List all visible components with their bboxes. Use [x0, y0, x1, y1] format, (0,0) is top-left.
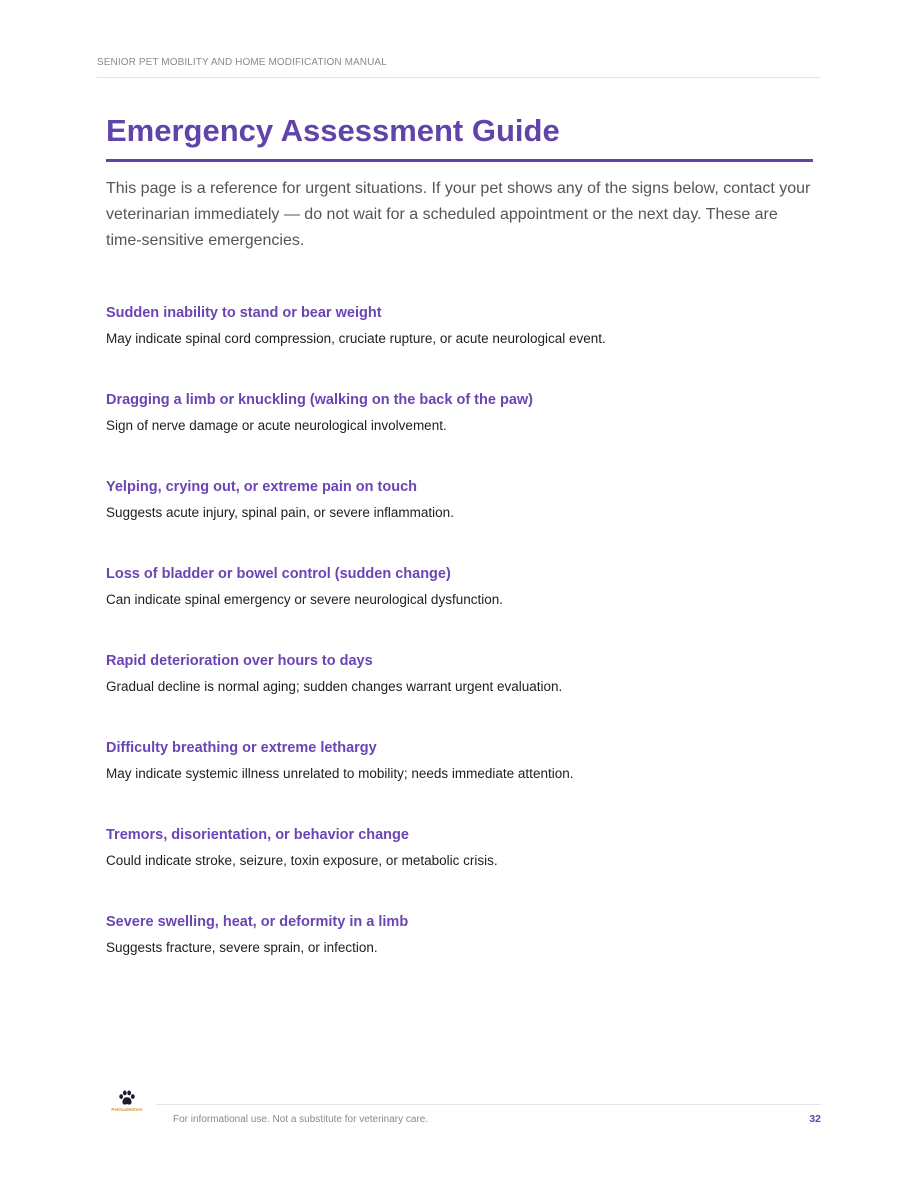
running-header: SENIOR PET MOBILITY AND HOME MODIFICATION MANUAL	[97, 57, 387, 68]
sign-title: Loss of bladder or bowel control (sudden change)	[106, 566, 451, 582]
sign-title: Difficulty breathing or extreme lethargy	[106, 740, 377, 756]
emergency-sign	[106, 738, 816, 825]
sign-description: Sign of nerve damage or acute neurological involvement.	[106, 418, 447, 433]
footer-logo	[108, 1090, 146, 1112]
sign-description: Can indicate spinal emergency or severe neurological dysfunction.	[106, 592, 503, 607]
emergency-signs-list	[106, 303, 816, 999]
emergency-sign	[106, 303, 816, 390]
page-number: 32	[809, 1113, 821, 1125]
emergency-sign	[106, 825, 816, 912]
sign-description: Could indicate stroke, seizure, toxin exposure, or metabolic crisis.	[106, 853, 498, 868]
header-divider	[97, 77, 821, 78]
sign-title: Rapid deterioration over hours to days	[106, 653, 373, 669]
sign-description: May indicate spinal cord compression, cruciate rupture, or acute neurological event.	[106, 331, 606, 346]
intro-paragraph: This page is a reference for urgent situations. If your pet shows any of the signs below, contact your veterinarian immediately — do not wait for a scheduled appointment or the next day. These are time-sensitive emergencies.	[106, 180, 811, 249]
paw-icon	[118, 1090, 136, 1106]
emergency-sign	[106, 912, 816, 999]
emergency-sign	[106, 390, 816, 477]
sign-title: Tremors, disorientation, or behavior change	[106, 827, 409, 843]
sign-title: Severe swelling, heat, or deformity in a limb	[106, 914, 409, 930]
sign-title: Yelping, crying out, or extreme pain on touch	[106, 479, 417, 495]
emergency-sign	[106, 477, 816, 564]
footer-disclaimer: For informational use. Not a substitute for veterinary care.	[173, 1114, 429, 1125]
sign-description: May indicate systemic illness unrelated to mobility; needs immediate attention.	[106, 766, 574, 781]
emergency-sign	[106, 651, 816, 738]
page-title: Emergency Assessment Guide	[106, 113, 560, 148]
sign-title: Sudden inability to stand or bear weight	[106, 305, 382, 321]
sign-description: Gradual decline is normal aging; sudden changes warrant urgent evaluation.	[106, 679, 563, 694]
emergency-sign	[106, 564, 816, 651]
sign-description: Suggests fracture, severe sprain, or infection.	[106, 940, 378, 955]
sign-title: Dragging a limb or knuckling (walking on the back of the paw)	[106, 392, 533, 408]
logo-text: PetGuideStore	[111, 1107, 143, 1112]
title-underline	[106, 159, 813, 162]
footer-divider	[156, 1104, 821, 1105]
sign-description: Suggests acute injury, spinal pain, or severe inflammation.	[106, 505, 454, 520]
